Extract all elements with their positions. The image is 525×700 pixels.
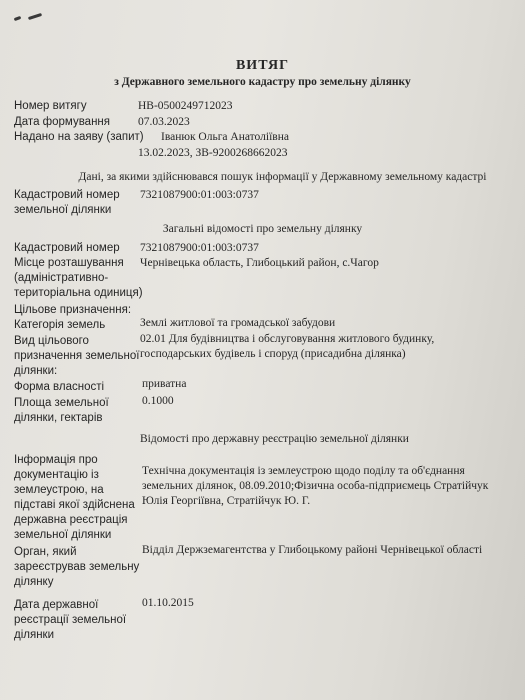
location-value: Чернівецька область, Глибоцький район, с.Чагор xyxy=(140,257,379,269)
document-subtitle: з Державного земельного кадастру про земельну ділянку xyxy=(114,76,411,88)
ownership-value: приватна xyxy=(142,378,187,390)
extract-number-value: НВ-0500249712023 xyxy=(138,100,233,112)
ink-speck xyxy=(14,16,22,21)
extract-number-label: Номер витягу xyxy=(14,100,87,112)
request-label: Надано на заяву (запит) xyxy=(14,131,144,143)
category-value: Землі житлової та громадської забудови xyxy=(140,317,336,329)
authority-value: Відділ Держземагентства у Глибоцькому районі Чернівецької області xyxy=(142,544,483,556)
purpose-label: Цільове призначення: xyxy=(14,304,132,316)
location-label: Місце розташування (адміністративно- територіальна одиниця) xyxy=(14,257,143,299)
date-value: 07.03.2023 xyxy=(138,116,190,128)
use-value: 02.01 Для будівництва і обслуговування житлового будинку, господарських будівель і споруд (присадибна ділянка) xyxy=(140,333,435,360)
docs-value: Технічна документація із землеустрою щодо поділу та об'єднання земельних ділянок, 08.09.2010;Фізична особа-підприємець Стратійчук Юлія Георгіївна, Стратійчук Ю. Г. xyxy=(142,465,489,507)
authority-label: Орган, який зареєстрував земельну ділянку xyxy=(14,546,140,588)
docs-label: Інформація про документацію із землеустрою, на підставі якої здійснена державна реєстрація земельної ділянки xyxy=(14,454,135,541)
request-reference: 13.02.2023, ЗВ-9200268662023 xyxy=(138,147,288,159)
registration-heading: Відомості про державну реєстрацію земельної ділянки xyxy=(140,433,409,445)
area-value: 0.1000 xyxy=(142,395,174,407)
registration-date-value: 01.10.2015 xyxy=(142,597,194,609)
date-label: Дата формування xyxy=(14,116,111,128)
category-label: Категорія земель xyxy=(14,319,106,331)
search-cadastral-value: 7321087900:01:003:0737 xyxy=(140,189,259,201)
area-label: Площа земельної ділянки, гектарів xyxy=(14,397,109,424)
ink-speck xyxy=(28,13,42,20)
search-heading: Дані, за якими здійснювався пошук інформації у Державному земельному кадастрі xyxy=(78,171,487,183)
general-cadastral-label: Кадастровий номер xyxy=(14,242,120,254)
request-name: Іванюк Ольга Анатоліївна xyxy=(161,131,289,143)
use-label: Вид цільового призначення земельної ділянки: xyxy=(14,335,140,377)
ownership-label: Форма власності xyxy=(14,381,105,393)
general-heading: Загальні відомості про земельну ділянку xyxy=(162,223,363,235)
search-cadastral-label: Кадастровий номер земельної ділянки xyxy=(14,189,120,216)
general-cadastral-value: 7321087900:01:003:0737 xyxy=(140,242,259,254)
registration-date-label: Дата державної реєстрації земельної ділянки xyxy=(14,599,127,641)
document-title: ВИТЯГ xyxy=(235,58,290,73)
